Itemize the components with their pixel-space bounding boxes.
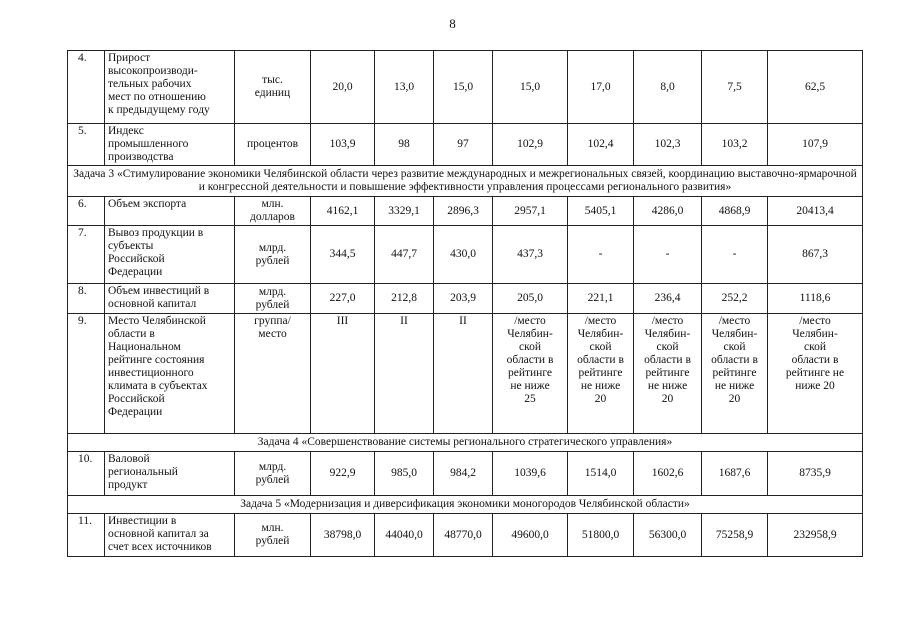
value-cell-line: Челябин- xyxy=(577,328,624,340)
row-number: 11. xyxy=(68,514,105,557)
value-cell: 4286,0 xyxy=(634,197,702,226)
row-number: 5. xyxy=(68,124,105,166)
value-cell: 49600,0 xyxy=(493,514,568,557)
indicator-name-line: области в xyxy=(108,328,155,340)
indicator-name-line: Прирост xyxy=(108,52,151,64)
table-row xyxy=(68,197,863,226)
value-cell-line: /место xyxy=(651,315,684,327)
indicator-name-line: промышленного xyxy=(108,138,189,150)
indicator-name-line: продукт xyxy=(108,479,148,491)
unit-of-measure-line: млн. xyxy=(261,522,284,534)
unit-of-measure-line: место xyxy=(258,328,287,340)
value-cell-line: не ниже xyxy=(510,380,550,392)
value-cell: 102,4 xyxy=(568,124,634,166)
value-cell: 1039,6 xyxy=(493,452,568,496)
unit-of-measure-line: млрд. xyxy=(258,460,287,473)
row-number: 6. xyxy=(68,197,105,226)
indicator-name-line: рейтинге состояния xyxy=(108,354,205,366)
indicator-name-line: Валовой xyxy=(108,453,150,465)
value-cell: 44040,0 xyxy=(375,514,434,557)
value-cell: 62,5 xyxy=(768,51,863,124)
indicator-name xyxy=(105,124,235,166)
unit-of-measure-line: тыс. xyxy=(262,74,283,86)
value-cell: 1602,6 xyxy=(634,452,702,496)
indicator-name xyxy=(105,197,235,226)
indicator-name-line: Объем экспорта xyxy=(108,198,187,210)
value-cell: 4868,9 xyxy=(702,197,768,226)
indicator-name xyxy=(105,314,235,434)
value-cell: 102,9 xyxy=(493,124,568,166)
value-cell: 922,9 xyxy=(311,452,375,496)
page-number: 8 xyxy=(449,16,456,31)
value-cell-line: /место xyxy=(514,315,546,327)
value-cell: 212,8 xyxy=(375,284,434,314)
value-cell: 3329,1 xyxy=(375,197,434,226)
indicator-name xyxy=(105,284,235,314)
value-cell: 107,9 xyxy=(768,124,863,166)
value-cell: 56300,0 xyxy=(634,514,702,557)
indicator-name xyxy=(105,452,235,496)
value-cell: 75258,9 xyxy=(702,514,768,557)
value-cell-line: /место xyxy=(718,315,751,327)
indicator-name-line: к предыдущему году xyxy=(108,104,210,116)
unit-of-measure-line: рублей xyxy=(255,473,290,486)
unit-of-measure-line: процентов xyxy=(246,138,299,150)
value-cell: 98 xyxy=(375,124,434,166)
unit-of-measure xyxy=(235,197,311,226)
indicator-name-line: Российской xyxy=(108,393,165,405)
value-cell-line: не ниже xyxy=(647,380,688,392)
value-cell: 7,5 xyxy=(702,51,768,124)
value-cell: 437,3 xyxy=(493,226,568,284)
value-cell: 1687,6 xyxy=(702,452,768,496)
value-cell: 447,7 xyxy=(375,226,434,284)
value-cell: 430,0 xyxy=(434,226,493,284)
row-number: 7. xyxy=(68,226,105,284)
value-cell: 205,0 xyxy=(493,284,568,314)
value-cell: 203,9 xyxy=(434,284,493,314)
value-cell: 51800,0 xyxy=(568,514,634,557)
unit-of-measure xyxy=(235,284,311,314)
indicator-name-line: Вывоз продукции в xyxy=(108,227,204,239)
value-cell-line: рейтинге xyxy=(645,367,690,379)
unit-of-measure xyxy=(235,51,311,124)
indicator-name-line: Федерации xyxy=(108,266,163,278)
indicator-name-line: основной капитал за xyxy=(108,528,209,540)
unit-of-measure-line: рублей xyxy=(255,535,290,547)
value-cell: 344,5 xyxy=(311,226,375,284)
indicator-name-line: инвестиционного xyxy=(108,367,194,379)
unit-of-measure-line: млрд. xyxy=(258,241,287,254)
value-cell: 252,2 xyxy=(702,284,768,314)
value-cell: 103,9 xyxy=(311,124,375,166)
value-cell-line: области в xyxy=(506,354,554,366)
row-number: 8. xyxy=(68,284,105,314)
value-cell: 20413,4 xyxy=(768,197,863,226)
unit-of-measure-line: млрд. xyxy=(258,285,287,298)
value-cell-line: 20 xyxy=(661,393,674,405)
value-cell-line: области в xyxy=(577,354,624,366)
value-cell: 20,0 xyxy=(311,51,375,124)
value-cell-line: ниже 20 xyxy=(795,380,835,392)
table-row xyxy=(68,51,863,124)
value-cell-line: области в xyxy=(644,354,691,366)
value-cell-line: рейтинге не xyxy=(785,367,845,379)
task-title: Задача 4 «Совершенствование системы регионального стратегического управления» xyxy=(68,434,863,452)
task-header-row xyxy=(68,434,863,452)
task-title: Задача 3 «Стимулирование экономики Челябинской области через развитие международных и межрегиональных связей, координацию выставочно-ярмарочной и конгрессной деятельности и повышение эффективности управления процессами регионального развития» xyxy=(68,166,863,197)
value-cell-line: /место xyxy=(584,315,617,327)
value-cell-line: II xyxy=(459,315,467,327)
value-cell-line: рейтинге xyxy=(507,367,552,379)
table-row xyxy=(68,514,863,557)
value-cell-line: ской xyxy=(723,341,746,353)
value-cell-line: ской xyxy=(589,341,612,353)
indicator-name-line: Объем инвестиций в xyxy=(108,285,210,297)
row-number: 9. xyxy=(68,314,105,434)
value-cell xyxy=(375,314,434,434)
value-cell: 1514,0 xyxy=(568,452,634,496)
value-cell: 985,0 xyxy=(375,452,434,496)
row-number: 10. xyxy=(68,452,105,496)
value-cell xyxy=(568,314,634,434)
indicator-name-line: счет всех источников xyxy=(108,541,212,553)
unit-of-measure xyxy=(235,514,311,557)
indicator-name-line: Российской xyxy=(108,253,165,265)
value-cell-line: Челябин- xyxy=(644,328,691,340)
value-cell-line: ской xyxy=(518,341,541,353)
value-cell: 2957,1 xyxy=(493,197,568,226)
unit-of-measure-line: группа/ xyxy=(254,315,291,327)
value-cell: 4162,1 xyxy=(311,197,375,226)
task-header-row xyxy=(68,496,863,514)
indicator-name-line: климата в субъектах xyxy=(108,380,208,392)
table-row xyxy=(68,452,863,496)
value-cell: 1118,6 xyxy=(768,284,863,314)
unit-of-measure xyxy=(235,452,311,496)
value-cell: 984,2 xyxy=(434,452,493,496)
value-cell-line: ской xyxy=(656,341,679,353)
indicator-name-line: Национальном xyxy=(108,341,181,353)
value-cell-line: 20 xyxy=(728,393,741,405)
value-cell: 15,0 xyxy=(493,51,568,124)
indicator-name-line: Индекс xyxy=(108,125,144,137)
indicator-name xyxy=(105,51,235,124)
value-cell-line: III xyxy=(336,315,349,327)
value-cell-line: 20 xyxy=(594,393,607,405)
table-row xyxy=(68,124,863,166)
row-number: 4. xyxy=(68,51,105,124)
value-cell xyxy=(634,314,702,434)
value-cell-line: ской xyxy=(803,341,826,353)
value-cell-line: II xyxy=(400,315,408,327)
value-cell-line: Челябин- xyxy=(711,328,758,340)
task-title: Задача 5 «Модернизация и диверсификация экономики моногородов Челябинской области» xyxy=(68,496,863,514)
value-cell xyxy=(493,314,568,434)
indicators-table xyxy=(67,50,863,557)
table-row xyxy=(68,314,863,434)
indicator-name-line: основной капитал xyxy=(108,298,197,310)
value-cell: 102,3 xyxy=(634,124,702,166)
task-header-row xyxy=(68,166,863,197)
value-cell xyxy=(702,314,768,434)
indicator-name-line: мест по отношению xyxy=(108,91,206,103)
value-cell-line: рейтинге xyxy=(578,367,623,379)
value-cell: 232958,9 xyxy=(768,514,863,557)
value-cell: 48770,0 xyxy=(434,514,493,557)
value-cell: 97 xyxy=(434,124,493,166)
value-cell: 15,0 xyxy=(434,51,493,124)
value-cell-line: Челябин- xyxy=(507,328,553,340)
unit-of-measure-line: рублей xyxy=(255,254,290,267)
indicator-name-line: Федерации xyxy=(108,406,163,418)
indicator-name-line: высокопроизводи- xyxy=(108,65,198,77)
value-cell-line: области в xyxy=(791,354,839,366)
indicator-name-line: Инвестиции в xyxy=(108,515,177,527)
value-cell: - xyxy=(568,226,634,284)
unit-of-measure xyxy=(235,226,311,284)
unit-of-measure-line: долларов xyxy=(250,211,295,223)
value-cell-line: /место xyxy=(799,315,831,327)
value-cell-line: 25 xyxy=(524,393,536,405)
value-cell: 2896,3 xyxy=(434,197,493,226)
indicator-name-line: субъекты xyxy=(108,240,154,252)
value-cell xyxy=(768,314,863,434)
unit-of-measure xyxy=(235,124,311,166)
value-cell: 13,0 xyxy=(375,51,434,124)
value-cell: 221,1 xyxy=(568,284,634,314)
value-cell-line: не ниже xyxy=(714,380,755,392)
value-cell: 103,2 xyxy=(702,124,768,166)
value-cell: 38798,0 xyxy=(311,514,375,557)
value-cell-line: Челябин- xyxy=(792,328,838,340)
value-cell-line: не ниже xyxy=(580,380,621,392)
value-cell-line: рейтинге xyxy=(712,367,757,379)
value-cell: 5405,1 xyxy=(568,197,634,226)
value-cell: 8735,9 xyxy=(768,452,863,496)
indicator-name xyxy=(105,514,235,557)
value-cell: 227,0 xyxy=(311,284,375,314)
indicator-name-line: производства xyxy=(108,151,174,163)
unit-of-measure-line: рублей xyxy=(255,298,290,311)
value-cell-line: области в xyxy=(711,354,758,366)
value-cell: - xyxy=(702,226,768,284)
indicator-name-line: региональный xyxy=(108,466,178,478)
value-cell xyxy=(311,314,375,434)
unit-of-measure xyxy=(235,314,311,434)
value-cell: 236,4 xyxy=(634,284,702,314)
value-cell: 17,0 xyxy=(568,51,634,124)
indicator-name-line: тельных рабочих xyxy=(108,78,192,90)
value-cell: 867,3 xyxy=(768,226,863,284)
table-row xyxy=(68,284,863,314)
indicator-name xyxy=(105,226,235,284)
unit-of-measure-line: единиц xyxy=(254,87,291,99)
value-cell xyxy=(434,314,493,434)
value-cell: - xyxy=(634,226,702,284)
value-cell: 8,0 xyxy=(634,51,702,124)
indicator-name-line: Место Челябинской xyxy=(108,315,206,327)
table-row xyxy=(68,226,863,284)
unit-of-measure-line: млн. xyxy=(261,198,284,210)
